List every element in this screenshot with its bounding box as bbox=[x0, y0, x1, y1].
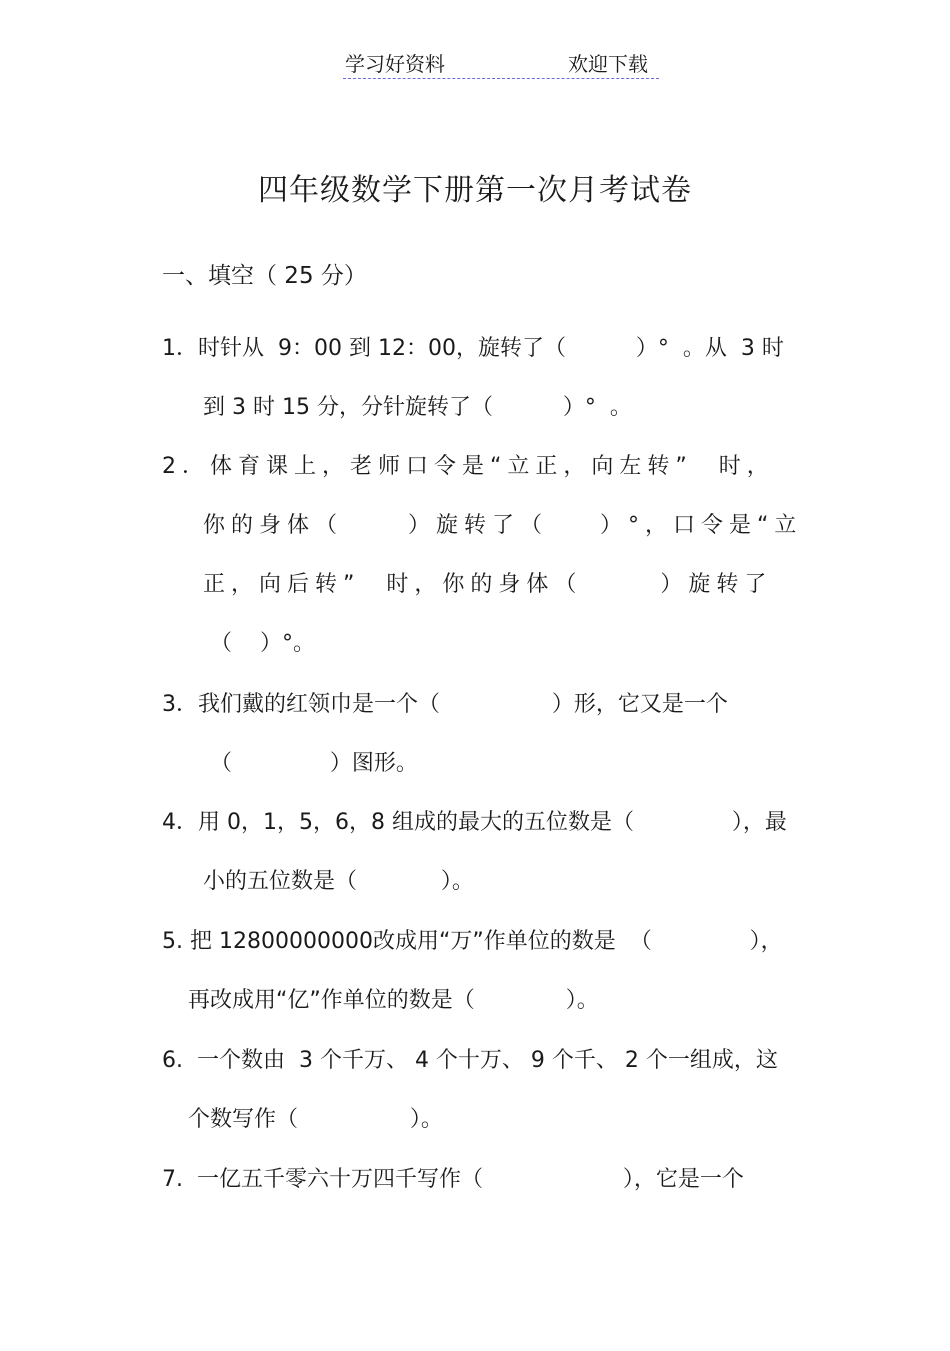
section-heading: 一、填空（ 25 分） bbox=[162, 263, 367, 289]
question-line: （ ）图形。 bbox=[210, 751, 418, 776]
question-line: 到 3 时 15 分，分针旋转了（ ）° 。 bbox=[203, 395, 632, 420]
question-line: 1．时针从 9：00 到 12：00，旋转了（ ）° 。从 3 时 bbox=[162, 336, 784, 361]
question-line: 4．用 0，1，5，6，8 组成的最大的五位数是（ ），最 bbox=[162, 810, 787, 835]
question-line: 你的身体（ ）旋转了（ ）°，口令是“立 bbox=[203, 513, 803, 538]
question-line: 再改成用“亿”作单位的数是（ ）。 bbox=[188, 988, 599, 1013]
header-left-text: 学习好资料 bbox=[345, 52, 445, 76]
question-line: 正，向后转” 时，你的身体（ ）旋转了 bbox=[203, 572, 773, 597]
page-header bbox=[343, 48, 659, 79]
question-line: 个数写作（ ）。 bbox=[188, 1107, 443, 1132]
header-right-text: 欢迎下载 bbox=[568, 52, 648, 76]
question-line: 6. 一个数由 3 个千万、 4 个十万、 9 个千、 2 个一组成，这 bbox=[162, 1048, 778, 1073]
question-line: 2．体育课上，老师口令是“立正，向左转” 时， bbox=[162, 454, 775, 479]
question-line: 7. 一亿五千零六十万四千写作（ ），它是一个 bbox=[162, 1167, 744, 1192]
question-line: 3．我们戴的红领巾是一个（ ）形，它又是一个 bbox=[162, 692, 728, 717]
question-line: 5. 把 12800000000改成用“万”作单位的数是 （ ）， bbox=[162, 929, 783, 954]
question-line: （ ）°。 bbox=[210, 631, 315, 656]
document-title: 四年级数学下册第一次月考试卷 bbox=[258, 173, 692, 208]
question-line: 小的五位数是（ ）。 bbox=[203, 869, 474, 894]
